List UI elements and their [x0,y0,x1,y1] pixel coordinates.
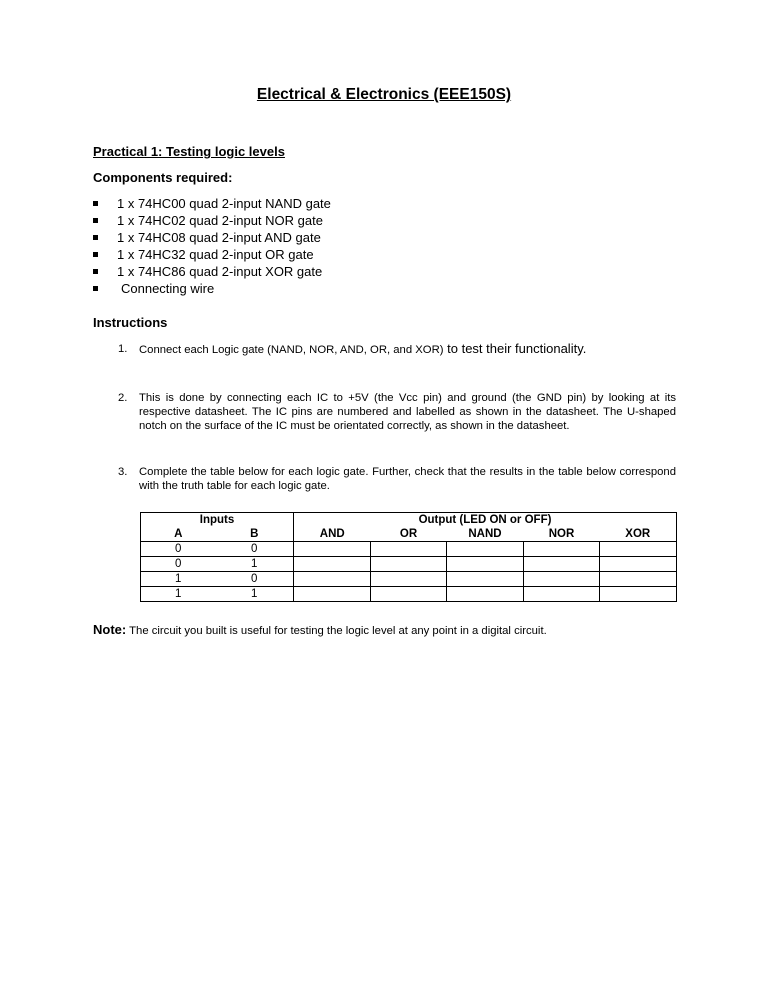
square-bullet-icon [93,235,98,240]
cell-b: 0 [216,542,294,557]
column-header-b: B [216,527,294,542]
cell-xor[interactable] [600,587,677,602]
square-bullet-icon [93,269,98,274]
square-bullet-icon [93,252,98,257]
cell-xor[interactable] [600,557,677,572]
column-header-nor: NOR [524,527,600,542]
list-item: 1 x 74HC32 quad 2-input OR gate [93,246,331,263]
step-number: 3. [118,466,128,478]
table-row [141,587,677,602]
step-number: 2. [118,392,128,404]
note [93,623,547,638]
cell-a: 0 [141,557,216,572]
square-bullet-icon [93,286,98,291]
cell-and[interactable] [294,572,371,587]
step-text: Connect each Logic gate (NAND, NOR, AND, OR, and XOR) [139,344,444,356]
instructions-heading: Instructions [93,315,168,330]
cell-or[interactable] [371,542,447,557]
practical-title: Practical 1: Testing logic levels [93,144,285,159]
cell-nand[interactable] [447,587,524,602]
cell-b: 0 [216,572,294,587]
step-text: Complete the table below for each logic gate. Further, check that the results in the table below correspond with the truth table for each logic gate. [139,466,676,492]
step-number: 1. [118,343,128,355]
cell-nand[interactable] [447,572,524,587]
cell-and[interactable] [294,542,371,557]
truth-table [140,512,677,602]
list-item: 1 x 74HC08 quad 2-input AND gate [93,229,331,246]
components-heading: Components required: [93,170,233,185]
table-row [141,572,677,587]
cell-or[interactable] [371,572,447,587]
cell-nor[interactable] [524,557,600,572]
cell-a: 1 [141,572,216,587]
table-row [141,557,677,572]
cell-nor[interactable] [524,587,600,602]
instruction-step-3 [118,465,676,493]
cell-a: 1 [141,587,216,602]
page-title: Electrical & Electronics (EEE150S) [256,86,512,103]
inputs-header: Inputs [141,513,294,528]
column-header-and: AND [294,527,371,542]
list-item: 1 x 74HC02 quad 2-input NOR gate [93,212,331,229]
step-text: This is done by connecting each IC to +5V (the Vcc pin) and ground (the GND pin) by looking at its respective datasheet. The IC pins are numbered and labelled as shown in the datasheet. The U-shaped notch on the surface of the IC must be orientated correctly, as shown in the datasheet. [139,392,676,432]
cell-and[interactable] [294,587,371,602]
instruction-step-2 [118,391,676,433]
list-item: 1 x 74HC86 quad 2-input XOR gate [93,263,331,280]
cell-b: 1 [216,557,294,572]
cell-or[interactable] [371,557,447,572]
column-header-or: OR [371,527,447,542]
cell-nand[interactable] [447,557,524,572]
step-text-continued: to test their functionality. [443,341,587,356]
cell-and[interactable] [294,557,371,572]
square-bullet-icon [93,201,98,206]
list-item: Connecting wire [93,280,331,297]
cell-nand[interactable] [447,542,524,557]
output-header: Output (LED ON or OFF) [294,513,677,528]
column-header-xor: XOR [600,527,677,542]
cell-b: 1 [216,587,294,602]
cell-xor[interactable] [600,572,677,587]
cell-nor[interactable] [524,572,600,587]
cell-xor[interactable] [600,542,677,557]
components-list [93,195,331,297]
instruction-step-1 [118,342,676,357]
square-bullet-icon [93,218,98,223]
note-text: The circuit you built is useful for testing the logic level at any point in a digital circuit. [126,625,547,637]
list-item: 1 x 74HC00 quad 2-input NAND gate [93,195,331,212]
cell-or[interactable] [371,587,447,602]
cell-nor[interactable] [524,542,600,557]
note-label: Note: [93,622,127,637]
column-header-a: A [141,527,216,542]
column-header-nand: NAND [447,527,524,542]
table-row [141,542,677,557]
cell-a: 0 [141,542,216,557]
